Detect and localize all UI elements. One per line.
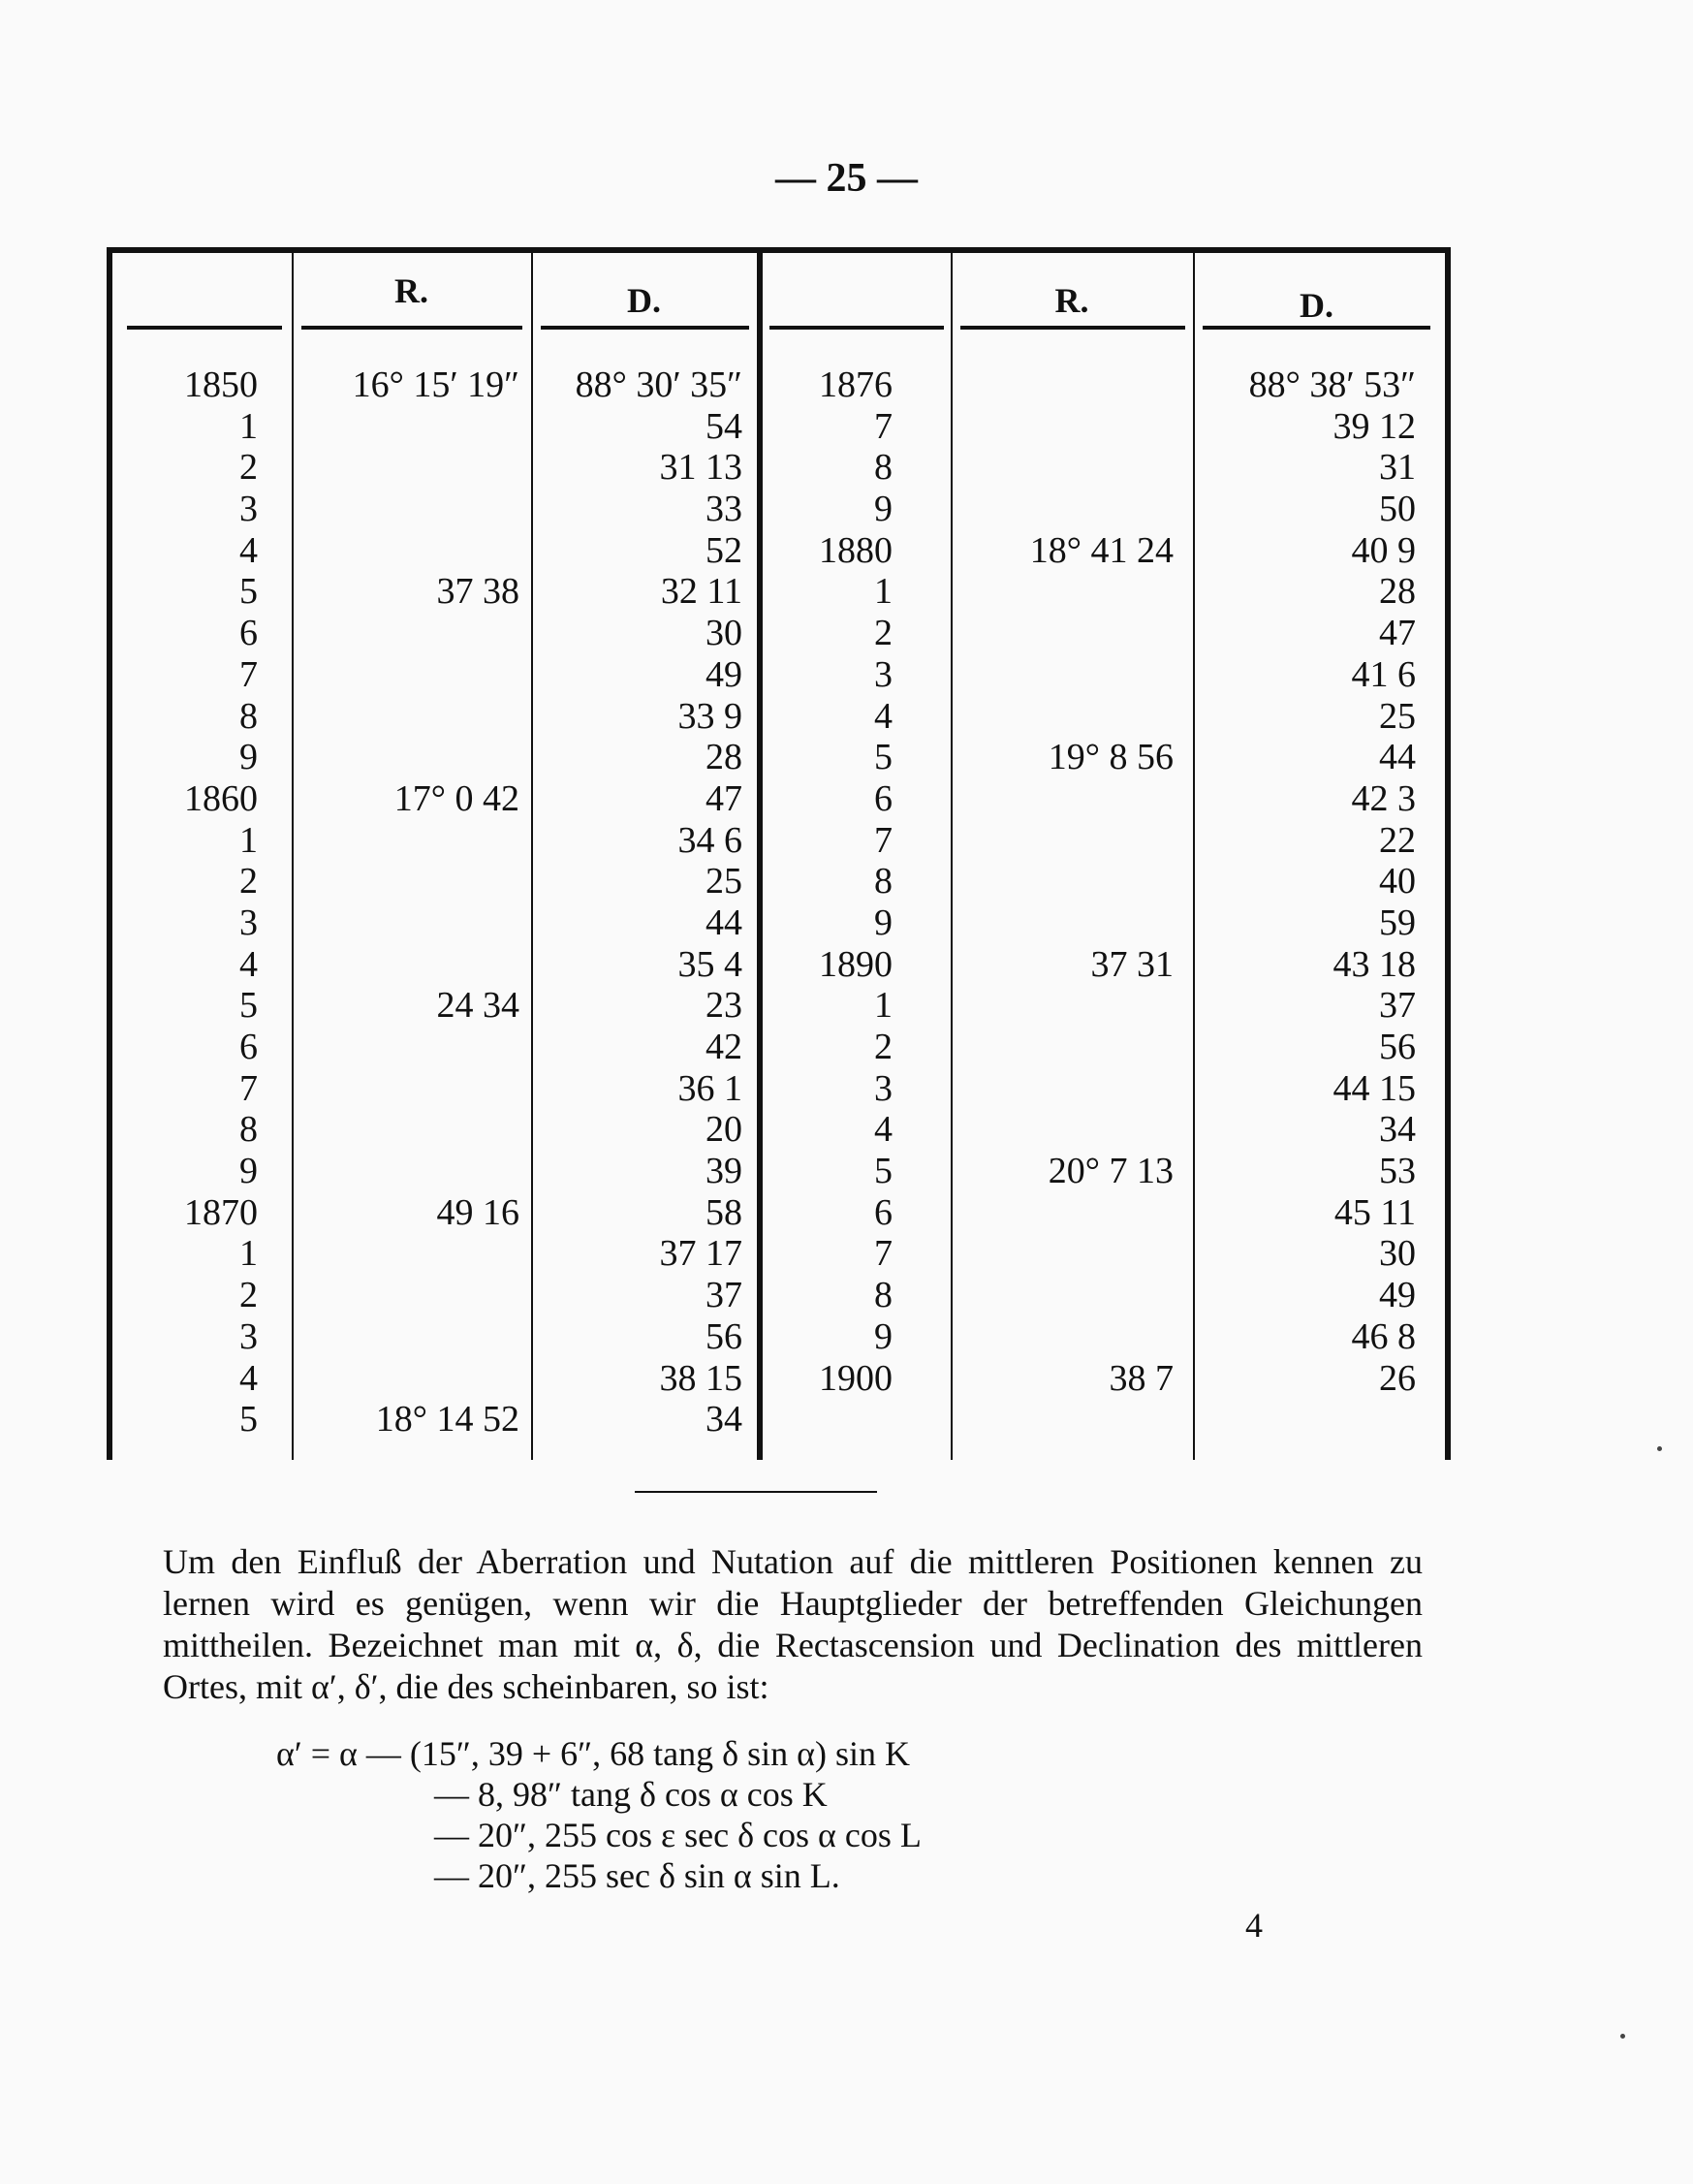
table-cell: 5 xyxy=(874,1151,893,1192)
table-cell: 16° 15′ 19″ xyxy=(352,364,519,405)
table-cell: 37 31 xyxy=(1090,943,1174,985)
table-cell: 9 xyxy=(874,489,893,530)
table-cell xyxy=(301,489,519,530)
page-number: — 25 — xyxy=(775,156,918,201)
header-rule xyxy=(301,326,522,330)
table-cell xyxy=(301,1358,519,1400)
table-cell: 31 13 xyxy=(659,447,742,489)
table-cell: 49 xyxy=(705,653,742,695)
table-cell: 8 xyxy=(239,1109,258,1151)
table-cell: 58 xyxy=(705,1191,742,1233)
table-cell xyxy=(956,364,1174,406)
header-rule xyxy=(1203,326,1430,330)
d-column-right xyxy=(1198,364,1416,1399)
table-cell: 7 xyxy=(874,1233,893,1275)
table-cell: 25 xyxy=(705,861,742,902)
table-cell: 9 xyxy=(239,737,258,778)
table-cell xyxy=(956,985,1174,1027)
header-rule xyxy=(960,326,1185,330)
header-rule xyxy=(769,326,944,330)
table-cell: 88° 30′ 35″ xyxy=(575,364,742,405)
table-cell xyxy=(956,571,1174,613)
header-rule xyxy=(541,326,749,330)
table-cell: 1860 xyxy=(184,777,258,819)
table-cell xyxy=(956,696,1174,738)
ephemeris-table xyxy=(107,247,1451,1460)
column-divider xyxy=(1193,253,1195,1460)
table-cell: 50 xyxy=(1379,489,1416,530)
equation-line-2: — 8, 98″ tang δ cos α cos K xyxy=(434,1775,828,1814)
header-r-left: R. xyxy=(394,271,428,310)
table-cell: 22 xyxy=(1379,819,1416,861)
table-cell xyxy=(301,820,519,862)
table-cell: 40 9 xyxy=(1351,529,1416,571)
table-cell: 7 xyxy=(874,405,893,447)
table-cell xyxy=(301,944,519,986)
table-cell: 45 11 xyxy=(1333,1191,1416,1233)
table-cell: 43 18 xyxy=(1332,943,1416,985)
table-cell xyxy=(956,1233,1174,1275)
table-cell: 1 xyxy=(874,985,893,1027)
table-cell: 5 xyxy=(239,571,258,613)
table-cell: 30 xyxy=(705,613,742,654)
table-cell: 4 xyxy=(239,943,258,985)
table-cell: 4 xyxy=(874,695,893,737)
table-cell: 19° 8 56 xyxy=(1048,737,1174,778)
table-cell: 8 xyxy=(874,861,893,902)
table-cell xyxy=(956,447,1174,489)
table-cell: 30 xyxy=(1379,1233,1416,1275)
table-cell: 37 17 xyxy=(659,1233,742,1275)
table-cell: 31 xyxy=(1379,447,1416,489)
table-cell: 1900 xyxy=(819,1357,893,1399)
table-cell: 38 7 xyxy=(1109,1357,1174,1399)
table-cell: 3 xyxy=(239,489,258,530)
table-cell xyxy=(956,613,1174,654)
table-cell: 49 xyxy=(1379,1275,1416,1316)
column-divider xyxy=(951,253,953,1460)
d-column-left xyxy=(539,364,742,1440)
years-column-left xyxy=(122,364,258,1440)
table-cell xyxy=(301,902,519,944)
table-cell: 25 xyxy=(1379,695,1416,737)
table-cell: 4 xyxy=(239,529,258,571)
table-cell xyxy=(956,820,1174,862)
equation-line-3: — 20″, 255 cos ε sec δ cos α cos L xyxy=(434,1816,922,1854)
table-cell xyxy=(301,1109,519,1151)
table-cell xyxy=(956,1192,1174,1234)
equation-line-4: — 20″, 255 sec δ sin α sin L. xyxy=(434,1856,840,1895)
table-cell: 17° 0 42 xyxy=(393,777,519,819)
table-cell: 8 xyxy=(239,695,258,737)
table-cell: 1 xyxy=(874,571,893,613)
table-cell: 7 xyxy=(239,653,258,695)
table-cell: 1880 xyxy=(819,529,893,571)
table-cell: 39 xyxy=(705,1151,742,1192)
table-cell xyxy=(956,1027,1174,1068)
table-cell: 20 xyxy=(705,1109,742,1151)
table-cell: 44 15 xyxy=(1332,1067,1416,1109)
table-cell xyxy=(956,778,1174,820)
table-cell xyxy=(301,737,519,778)
table-cell: 2 xyxy=(874,613,893,654)
table-cell: 42 xyxy=(705,1027,742,1067)
header-d-left: D. xyxy=(627,281,661,320)
table-cell: 8 xyxy=(874,1275,893,1316)
table-cell: 37 xyxy=(1379,985,1416,1027)
table-cell xyxy=(301,654,519,696)
table-cell: 39 12 xyxy=(1332,405,1416,447)
sheet-signature-number: 4 xyxy=(1245,1906,1263,1945)
table-cell xyxy=(301,1068,519,1110)
column-divider xyxy=(292,253,294,1460)
table-cell: 8 xyxy=(874,447,893,489)
table-cell: 46 8 xyxy=(1351,1315,1416,1357)
table-cell xyxy=(301,1275,519,1316)
table-cell xyxy=(301,1151,519,1192)
table-cell: 56 xyxy=(1379,1027,1416,1067)
table-cell: 1 xyxy=(239,405,258,447)
table-cell: 37 xyxy=(705,1275,742,1316)
table-cell: 88° 38′ 53″ xyxy=(1248,364,1416,405)
r-column-left xyxy=(301,364,519,1440)
table-cell: 28 xyxy=(705,737,742,778)
table-cell: 35 4 xyxy=(677,943,742,985)
table-cell xyxy=(301,530,519,572)
table-cell xyxy=(301,861,519,902)
table-cell: 37 38 xyxy=(436,571,519,613)
table-cell: 18° 41 24 xyxy=(1029,529,1174,571)
table-cell xyxy=(956,1068,1174,1110)
table-cell xyxy=(301,696,519,738)
table-cell: 6 xyxy=(239,1027,258,1067)
table-cell: 47 xyxy=(1379,613,1416,654)
header-d-right: D. xyxy=(1300,286,1333,325)
table-cell: 38 15 xyxy=(659,1357,742,1399)
table-cell: 49 16 xyxy=(436,1191,519,1233)
r-column-right xyxy=(956,364,1174,1399)
table-cell xyxy=(956,489,1174,530)
table-cell: 53 xyxy=(1379,1151,1416,1192)
table-cell: 7 xyxy=(239,1067,258,1109)
table-cell: 1 xyxy=(239,819,258,861)
table-middle-divider xyxy=(757,253,763,1460)
table-cell: 9 xyxy=(239,1151,258,1192)
table-cell: 44 xyxy=(705,902,742,943)
table-cell: 34 6 xyxy=(677,819,742,861)
equation-line-1: α′ = α — (15″, 39 + 6″, 68 tang δ sin α) sin K xyxy=(276,1734,910,1773)
column-divider xyxy=(531,253,533,1460)
table-cell: 23 xyxy=(705,985,742,1027)
table-cell: 2 xyxy=(239,447,258,489)
table-cell: 5 xyxy=(874,737,893,778)
table-cell: 6 xyxy=(874,777,893,819)
table-cell: 1850 xyxy=(184,364,258,405)
table-cell xyxy=(956,1275,1174,1316)
table-cell: 2 xyxy=(239,861,258,902)
table-cell: 9 xyxy=(874,902,893,943)
table-cell: 24 34 xyxy=(436,985,519,1027)
table-cell xyxy=(301,613,519,654)
table-cell xyxy=(956,1316,1174,1358)
table-cell: 5 xyxy=(239,1399,258,1440)
section-separator xyxy=(635,1491,877,1493)
table-cell: 3 xyxy=(874,653,893,695)
table-cell xyxy=(956,902,1174,944)
table-cell xyxy=(956,861,1174,902)
table-cell: 9 xyxy=(874,1315,893,1357)
header-rule xyxy=(127,326,282,330)
table-cell: 52 xyxy=(705,529,742,571)
table-cell: 5 xyxy=(239,985,258,1027)
years-column-right xyxy=(781,364,893,1399)
table-cell xyxy=(301,1316,519,1358)
table-cell: 4 xyxy=(874,1109,893,1151)
table-cell: 6 xyxy=(239,613,258,654)
paragraph-text: Um den Einfluß der Aberration und Nutation auf die mittleren Positionen kennen zu lernen wird es genügen, wenn wir die Hauptglieder der betreffenden Gleichungen mittheilen. Bezeichnet man mit α, δ, die Rectascension und Declination des mittleren Ortes, mit α′, δ′, die des scheinbaren, so ist: xyxy=(163,1542,1423,1706)
table-cell: 42 3 xyxy=(1351,777,1416,819)
table-cell: 7 xyxy=(874,819,893,861)
table-cell: 1870 xyxy=(184,1191,258,1233)
table-cell: 59 xyxy=(1379,902,1416,943)
table-cell: 1890 xyxy=(819,943,893,985)
paper-speck xyxy=(1657,1446,1662,1451)
table-cell: 18° 14 52 xyxy=(375,1399,519,1440)
table-cell: 54 xyxy=(705,405,742,447)
table-cell xyxy=(301,406,519,448)
table-cell: 26 xyxy=(1379,1357,1416,1399)
table-cell: 33 xyxy=(705,489,742,530)
table-cell: 32 11 xyxy=(660,571,742,613)
table-cell: 44 xyxy=(1379,737,1416,778)
table-cell: 56 xyxy=(705,1315,742,1357)
table-cell xyxy=(301,447,519,489)
table-cell: 34 xyxy=(705,1399,742,1440)
table-cell: 3 xyxy=(239,902,258,943)
table-cell: 2 xyxy=(874,1027,893,1067)
table-cell xyxy=(301,1233,519,1275)
table-cell: 28 xyxy=(1379,571,1416,613)
table-cell: 47 xyxy=(705,777,742,819)
table-cell: 36 1 xyxy=(677,1067,742,1109)
table-cell xyxy=(301,1027,519,1068)
header-r-right: R. xyxy=(1054,281,1089,320)
paper-speck xyxy=(1620,2034,1625,2039)
table-cell: 20° 7 13 xyxy=(1048,1151,1174,1192)
table-cell: 34 xyxy=(1379,1109,1416,1151)
table-cell: 40 xyxy=(1379,861,1416,902)
table-cell: 6 xyxy=(874,1191,893,1233)
table-cell: 33 9 xyxy=(677,695,742,737)
table-cell: 4 xyxy=(239,1357,258,1399)
table-cell: 41 6 xyxy=(1351,653,1416,695)
table-cell: 3 xyxy=(239,1315,258,1357)
body-paragraph xyxy=(163,1541,1423,1708)
table-cell: 1876 xyxy=(819,364,893,405)
table-cell: 1 xyxy=(239,1233,258,1275)
table-cell: 2 xyxy=(239,1275,258,1316)
table-cell: 3 xyxy=(874,1067,893,1109)
table-cell xyxy=(956,654,1174,696)
table-cell xyxy=(956,406,1174,448)
table-cell xyxy=(956,1109,1174,1151)
